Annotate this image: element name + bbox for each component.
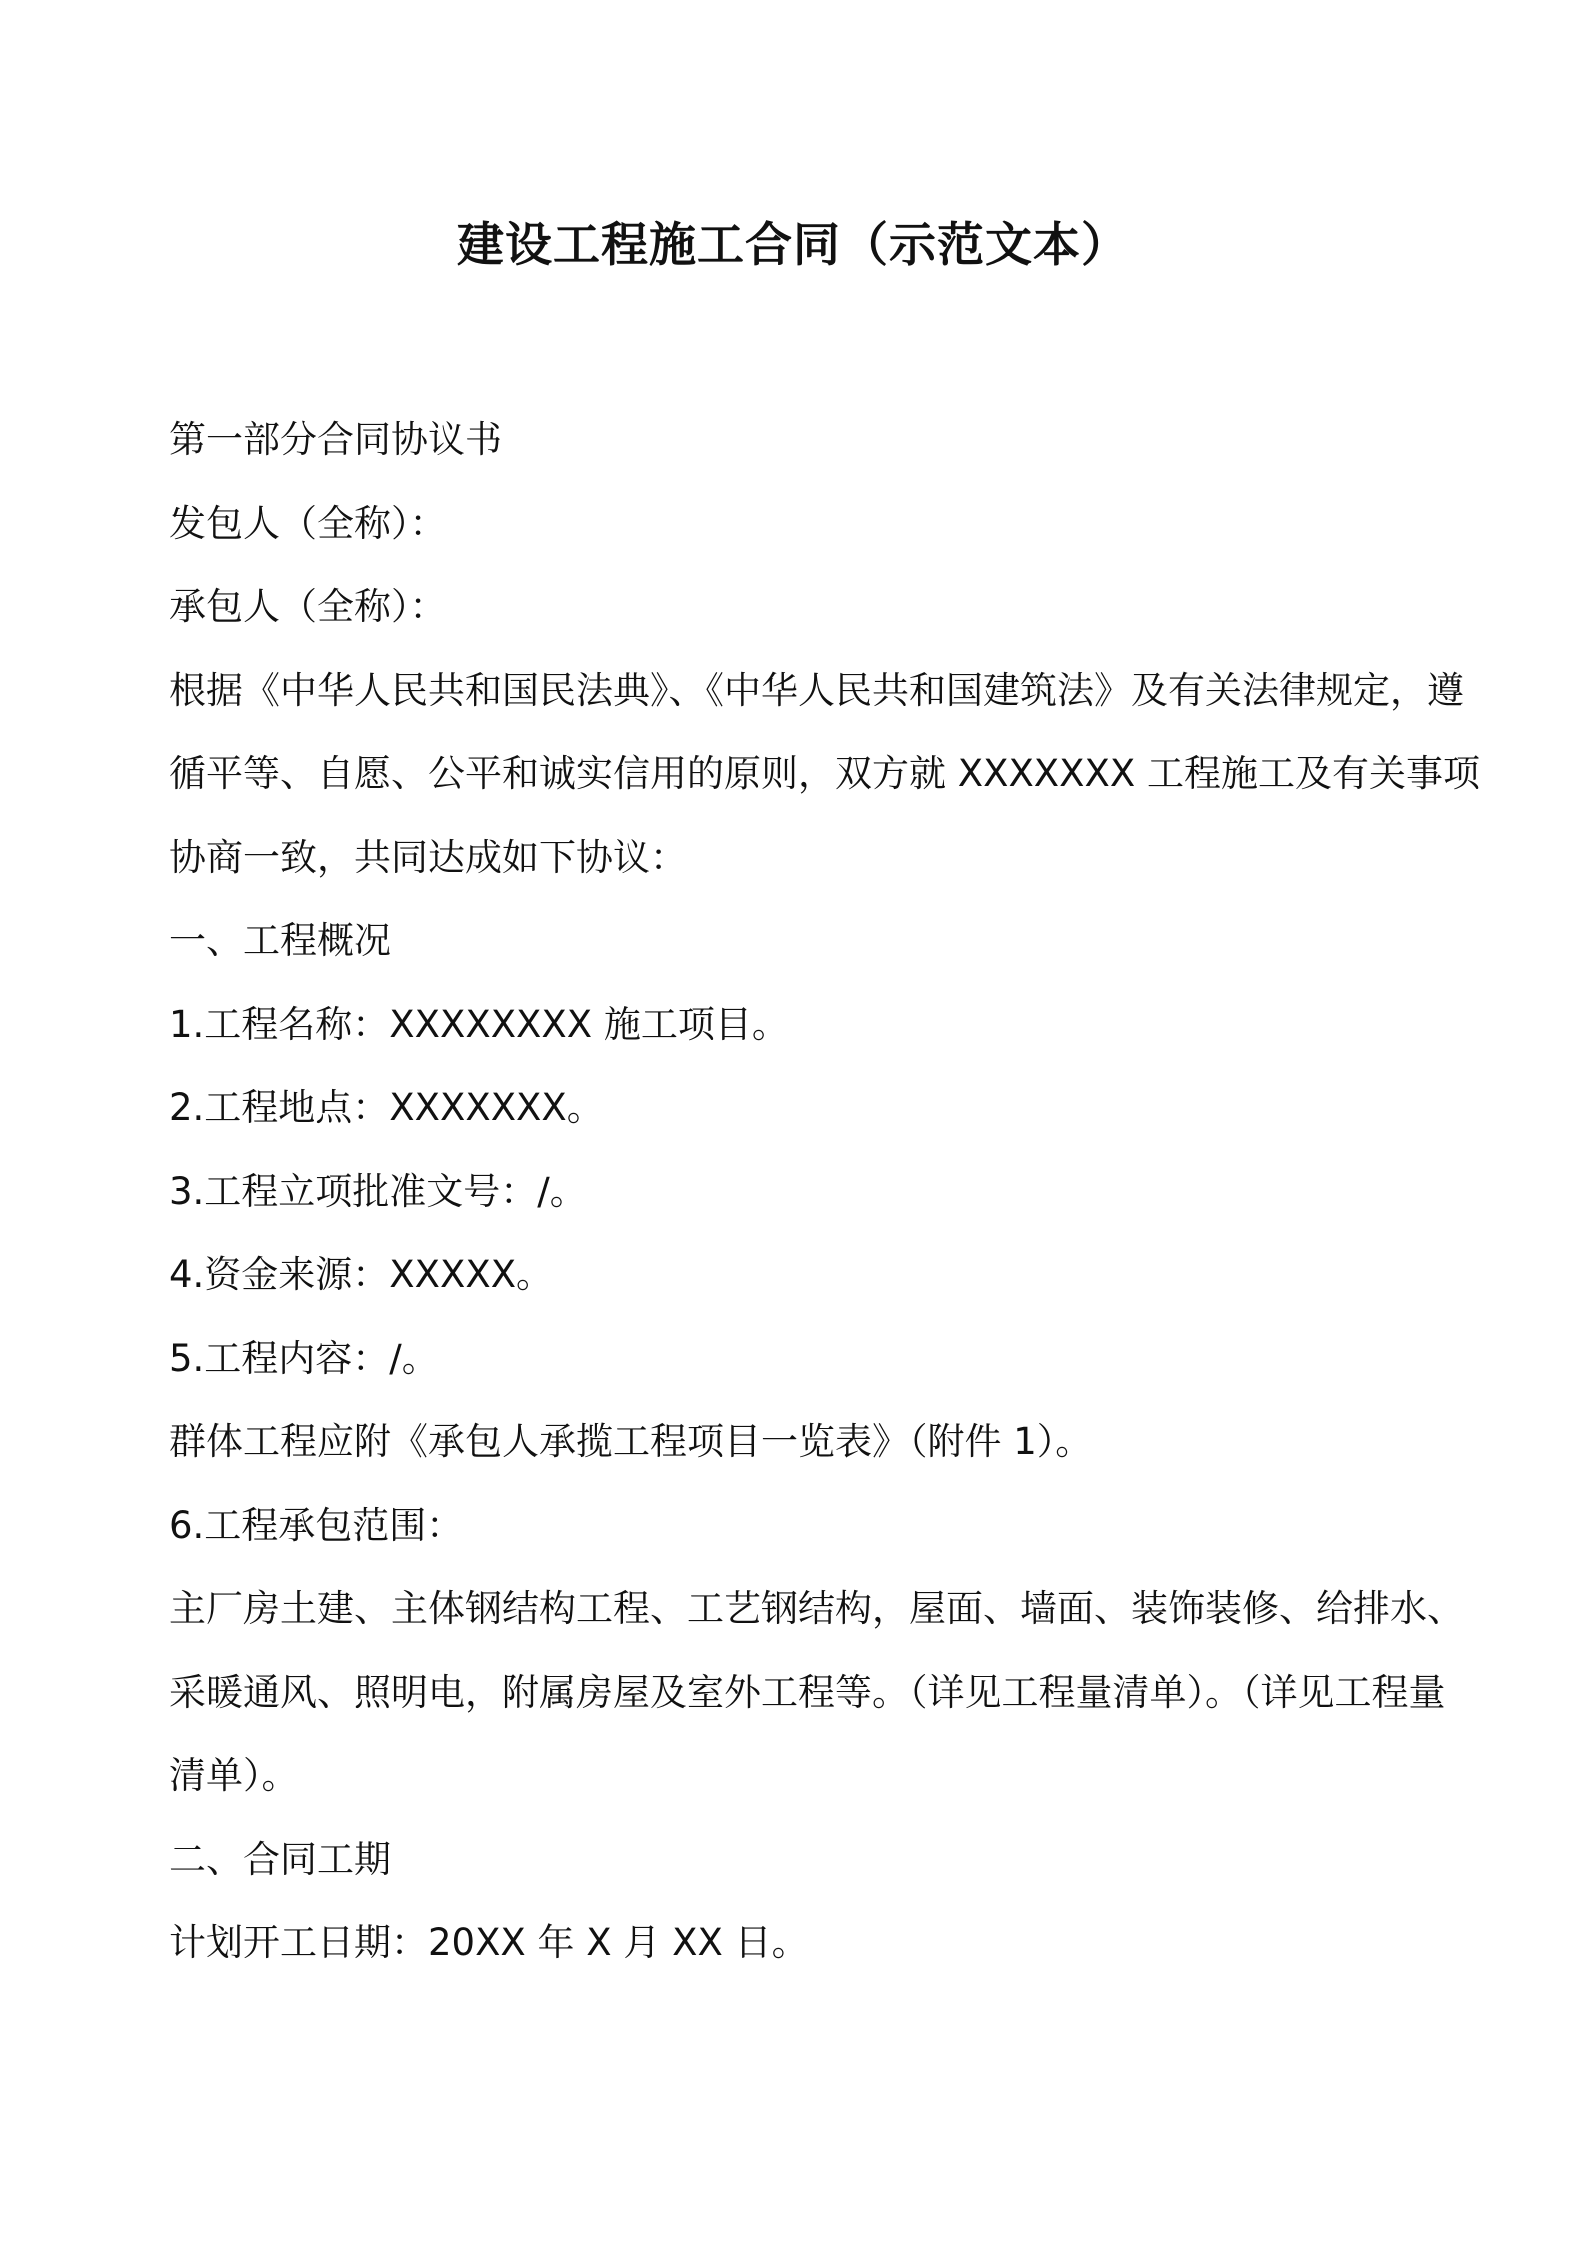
item-project-name: 1.工程名称：XXXXXXXX 施工项目。 <box>169 1002 789 1046</box>
part-heading: 第一部分合同协议书 <box>169 418 502 461</box>
contractor-label: 承包人（全称）： <box>169 585 447 628</box>
scope-line-2: 采暖通风、照明电，附属房屋及室外工程等。（详见工程量清单）。（详见工程量 <box>169 1670 1446 1714</box>
section1-heading: 一、工程概况 <box>169 919 391 962</box>
intro-line-2: 循平等、自愿、公平和诚实信用的原则，双方就 XXXXXXX 工程施工及有关事项 <box>169 752 1480 795</box>
group-project-note: 群体工程应附《承包人承揽工程项目一览表》（附件 1）。 <box>169 1420 1093 1463</box>
item-approval-number: 3.工程立项批准文号：/。 <box>169 1169 587 1213</box>
intro-line-3: 协商一致，共同达成如下协议： <box>169 835 687 879</box>
scope-line-1: 主厂房土建、主体钢结构工程、工艺钢结构，屋面、墙面、装饰装修、给排水、 <box>169 1587 1464 1630</box>
item-project-content: 5.工程内容：/。 <box>169 1336 439 1380</box>
section2-heading: 二、合同工期 <box>169 1837 391 1881</box>
document-title: 建设工程施工合同（示范文本） <box>457 218 1129 273</box>
intro-line-1: 根据《中华人民共和国民法典》、《中华人民共和国建筑法》及有关法律规定，遵 <box>169 668 1464 712</box>
document-body <box>169 398 1480 1985</box>
item-fund-source: 4.资金来源：XXXXX。 <box>169 1253 554 1296</box>
employer-label: 发包人（全称）： <box>169 501 447 545</box>
planned-start-date: 计划开工日期：20XX 年 X 月 XX 日。 <box>169 1921 809 1964</box>
scope-line-3: 清单）。 <box>169 1754 299 1797</box>
item-contract-scope: 6.工程承包范围： <box>169 1503 464 1547</box>
item-project-location: 2.工程地点：XXXXXXX。 <box>169 1086 604 1129</box>
